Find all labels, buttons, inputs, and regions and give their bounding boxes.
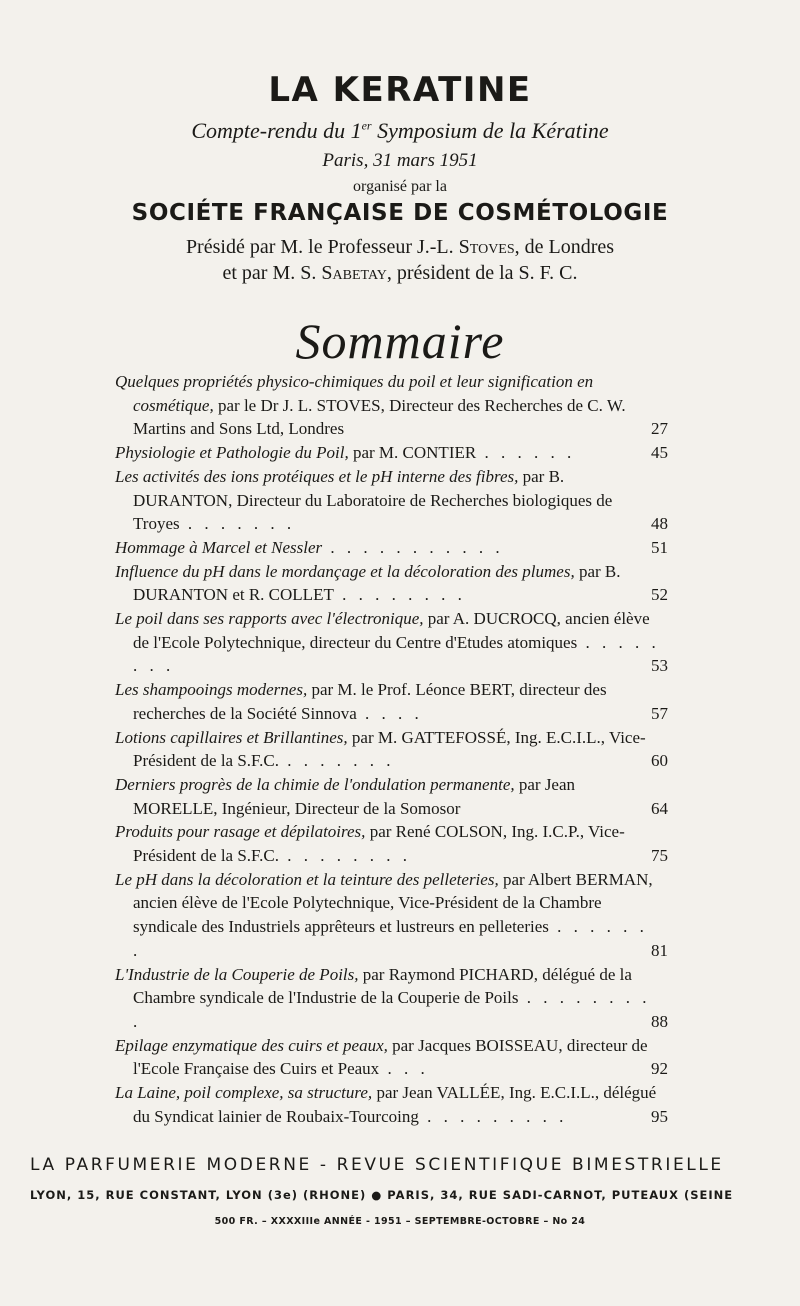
- toc-entry-author: par B. DURANTON, Directeur du Laboratoire de Recherches biologiques de Troyes: [133, 466, 613, 534]
- subtitle-suffix: Symposium de la Kératine: [371, 118, 609, 143]
- subtitle: [0, 118, 800, 144]
- toc-entry-page: 48: [651, 514, 668, 534]
- footer-issue-line: 500 FR. – XXXXIIIe ANNÉE - 1951 – SEPTEMBRE-OCTOBRE – No 24: [214, 1216, 586, 1227]
- toc-entry: Les shampooings modernes, par M. le Prof. Léonce BERT, directeur des recherches de la Société Sinnova . . . . 57: [115, 678, 660, 725]
- toc-entry-page: 81: [651, 940, 668, 960]
- toc-entry-page: 88: [651, 1011, 668, 1031]
- dateline: Paris, 31 mars 1951: [322, 150, 478, 171]
- toc-entry-title: Le poil dans ses rapports avec l'électronique,: [115, 609, 424, 629]
- toc-entry-author: par René COLSON, Ing. I.C.P., Vice-Président de la S.F.C.: [133, 822, 625, 866]
- subtitle-prefix: Compte-rendu du 1: [191, 118, 362, 143]
- toc-entry-title: Les activités des ions protéiques et le pH interne des fibres,: [115, 466, 519, 486]
- toc-entry-author: par Jean MORELLE, Ingénieur, Directeur de la Somosor: [133, 774, 576, 818]
- president-line-2-b: , président de la S. F. C.: [386, 262, 578, 284]
- sommaire-heading: Sommaire: [295, 313, 505, 369]
- toc-entry-title: Produits pour rasage et dépilatoires,: [115, 822, 366, 842]
- toc-entry: Hommage à Marcel et Nessler . . . . . . . . . . . 51: [115, 536, 660, 560]
- president-line-2: [0, 262, 800, 285]
- president-line-1: [0, 236, 800, 259]
- toc-entry: L'Industrie de la Couperie de Poils, par Raymond PICHARD, délégué de la Chambre syndicale de l'Industrie de la Couperie de Poils . . . . . . . . . 88: [115, 963, 660, 1034]
- toc-entry-title: Quelques propriétés physico-chimiques du poil et leur signification en cosmétique,: [115, 372, 594, 415]
- toc-entry: Influence du pH dans le mordançage et la décoloration des plumes, par B. DURANTON et R. COLLET . . . . . . . . 52: [115, 560, 660, 607]
- president-line-1-b: , de Londres: [514, 236, 615, 258]
- toc-entry-title: Epilage enzymatique des cuirs et peaux,: [115, 1035, 388, 1055]
- toc-entry-page: 75: [651, 846, 668, 866]
- toc-entry-page: 45: [651, 443, 668, 463]
- toc-entry-author: par Jacques BOISSEAU, directeur de l'Ecole Française des Cuirs et Peaux: [133, 1035, 648, 1079]
- journal-title: LA KERATINE: [268, 70, 532, 110]
- toc-entry-title: L'Industrie de la Couperie de Poils,: [115, 964, 359, 984]
- toc-entry: [115, 370, 668, 441]
- toc-entry-author: par A. DUCROCQ, ancien élève de l'Ecole Polytechnique, directeur du Centre d'Etudes atomiques: [133, 609, 650, 652]
- toc-entry: Le pH dans la décoloration et la teinture des pelleteries, par Albert BERMAN, ancien élève de l'Ecole Polytechnique, Vice-Président de la Chambre syndicale des Industriels apprêteurs et lustreurs en pelleteries . . . . . . . 81: [115, 868, 660, 963]
- toc-entry-page: 92: [651, 1059, 668, 1079]
- toc-entry-title: Les shampooings modernes,: [115, 680, 308, 700]
- toc-entry-author: par Albert BERMAN, ancien élève de l'Ecole Polytechnique, Vice-Président de la Chambre syndicale des Industriels apprêteurs et lustreurs en pelleteries: [133, 869, 653, 937]
- footer-journal-line: LA PARFUMERIE MODERNE - REVUE SCIENTIFIQUE BIMESTRIELLE: [30, 1155, 724, 1175]
- toc-entry-title: La Laine, poil complexe, sa structure,: [115, 1083, 373, 1103]
- toc-entry: Produits pour rasage et dépilatoires, par René COLSON, Ing. I.C.P., Vice-Président de la S.F.C. . . . . . . . . 75: [115, 820, 660, 867]
- toc-entry: Les activités des ions protéiques et le pH interne des fibres, par B. DURANTON, Directeur du Laboratoire de Recherches biologiques de Troyes . . . . . . . 48: [115, 465, 660, 536]
- toc-entry: Epilage enzymatique des cuirs et peaux, par Jacques BOISSEAU, directeur de l'Ecole Française des Cuirs et Peaux . . . 92: [115, 1034, 660, 1081]
- toc-entry-page: 64: [651, 798, 668, 818]
- toc-entry-title: Hommage à Marcel et Nessler: [115, 537, 323, 557]
- president-line-2-name: Sabetay: [321, 262, 387, 284]
- toc-entry-page: 53: [651, 656, 668, 676]
- toc-entry-author: par Jean VALLÉE, Ing. E.C.I.L., délégué du Syndicat lainier de Roubaix-Tourcoing: [133, 1083, 657, 1126]
- toc-entry-title: Influence du pH dans le mordançage et la décoloration des plumes,: [115, 561, 575, 581]
- toc-entry: La Laine, poil complexe, sa structure, par Jean VALLÉE, Ing. E.C.I.L., délégué du Syndicat lainier de Roubaix-Tourcoing . . . . . . . . . 95: [115, 1081, 660, 1128]
- toc-entry-page: 60: [651, 751, 668, 771]
- toc-entry-author: par M. le Prof. Léonce BERT, directeur des recherches de la Société Sinnova: [133, 680, 607, 723]
- toc-entry-title: Derniers progrès de la chimie de l'ondulation permanente,: [115, 774, 515, 794]
- toc-entry-author: par le Dr J. L. STOVES, Directeur des Recherches de C. W. Martins and Sons Ltd, Londres: [133, 395, 626, 439]
- toc-entry-author: par M. GATTEFOSSÉ, Ing. E.C.I.L., Vice-Président de la S.F.C.: [133, 727, 646, 771]
- footer-address-line: LYON, 15, RUE CONSTANT, LYON (3e) (RHONE) ● PARIS, 34, RUE SADI-CARNOT, PUTEAUX (SEINE: [30, 1188, 734, 1202]
- toc-entry-title: Lotions capillaires et Brillantines,: [115, 727, 348, 747]
- toc-entry: [115, 773, 668, 820]
- toc-entry-page: 51: [651, 537, 668, 557]
- toc-entry: Le poil dans ses rapports avec l'électronique, par A. DUCROCQ, ancien élève de l'Ecole Polytechnique, directeur du Centre d'Etudes atomiques . . . . . . . . 53: [115, 607, 660, 678]
- toc-entry: Physiologie et Pathologie du Poil, par M. CONTIER . . . . . . 45: [115, 441, 660, 465]
- president-line-1-name: Stoves: [458, 236, 515, 258]
- toc-entry-page: 52: [651, 585, 668, 605]
- toc-entry-page: 27: [651, 419, 668, 439]
- organise-line: organisé par la: [353, 178, 447, 195]
- toc-entry: Lotions capillaires et Brillantines, par M. GATTEFOSSÉ, Ing. E.C.I.L., Vice-Président de la S.F.C. . . . . . . . 60: [115, 726, 660, 773]
- president-line-2-a: et par M. S.: [222, 262, 322, 284]
- toc-entry-title: Physiologie et Pathologie du Poil,: [115, 443, 349, 463]
- toc-entry-author: par B. DURANTON et R. COLLET: [133, 561, 621, 605]
- toc-entry-page: 95: [651, 1106, 668, 1126]
- subtitle-sup: er: [361, 118, 372, 133]
- table-of-contents: [115, 370, 668, 1129]
- toc-entry-page: 57: [651, 703, 668, 723]
- president-line-1-a: Présidé par M. le Professeur J.-L.: [185, 236, 459, 258]
- toc-entry-author: par Raymond PICHARD, délégué de la Chambre syndicale de l'Industrie de la Couperie de Poils: [133, 964, 632, 1008]
- toc-entry-title: Le pH dans la décoloration et la teinture des pelleteries,: [115, 869, 499, 889]
- society-name: SOCIÉTE FRANÇAISE DE COSMÉTOLOGIE: [131, 200, 669, 226]
- toc-entry-author: par M. CONTIER: [348, 443, 477, 463]
